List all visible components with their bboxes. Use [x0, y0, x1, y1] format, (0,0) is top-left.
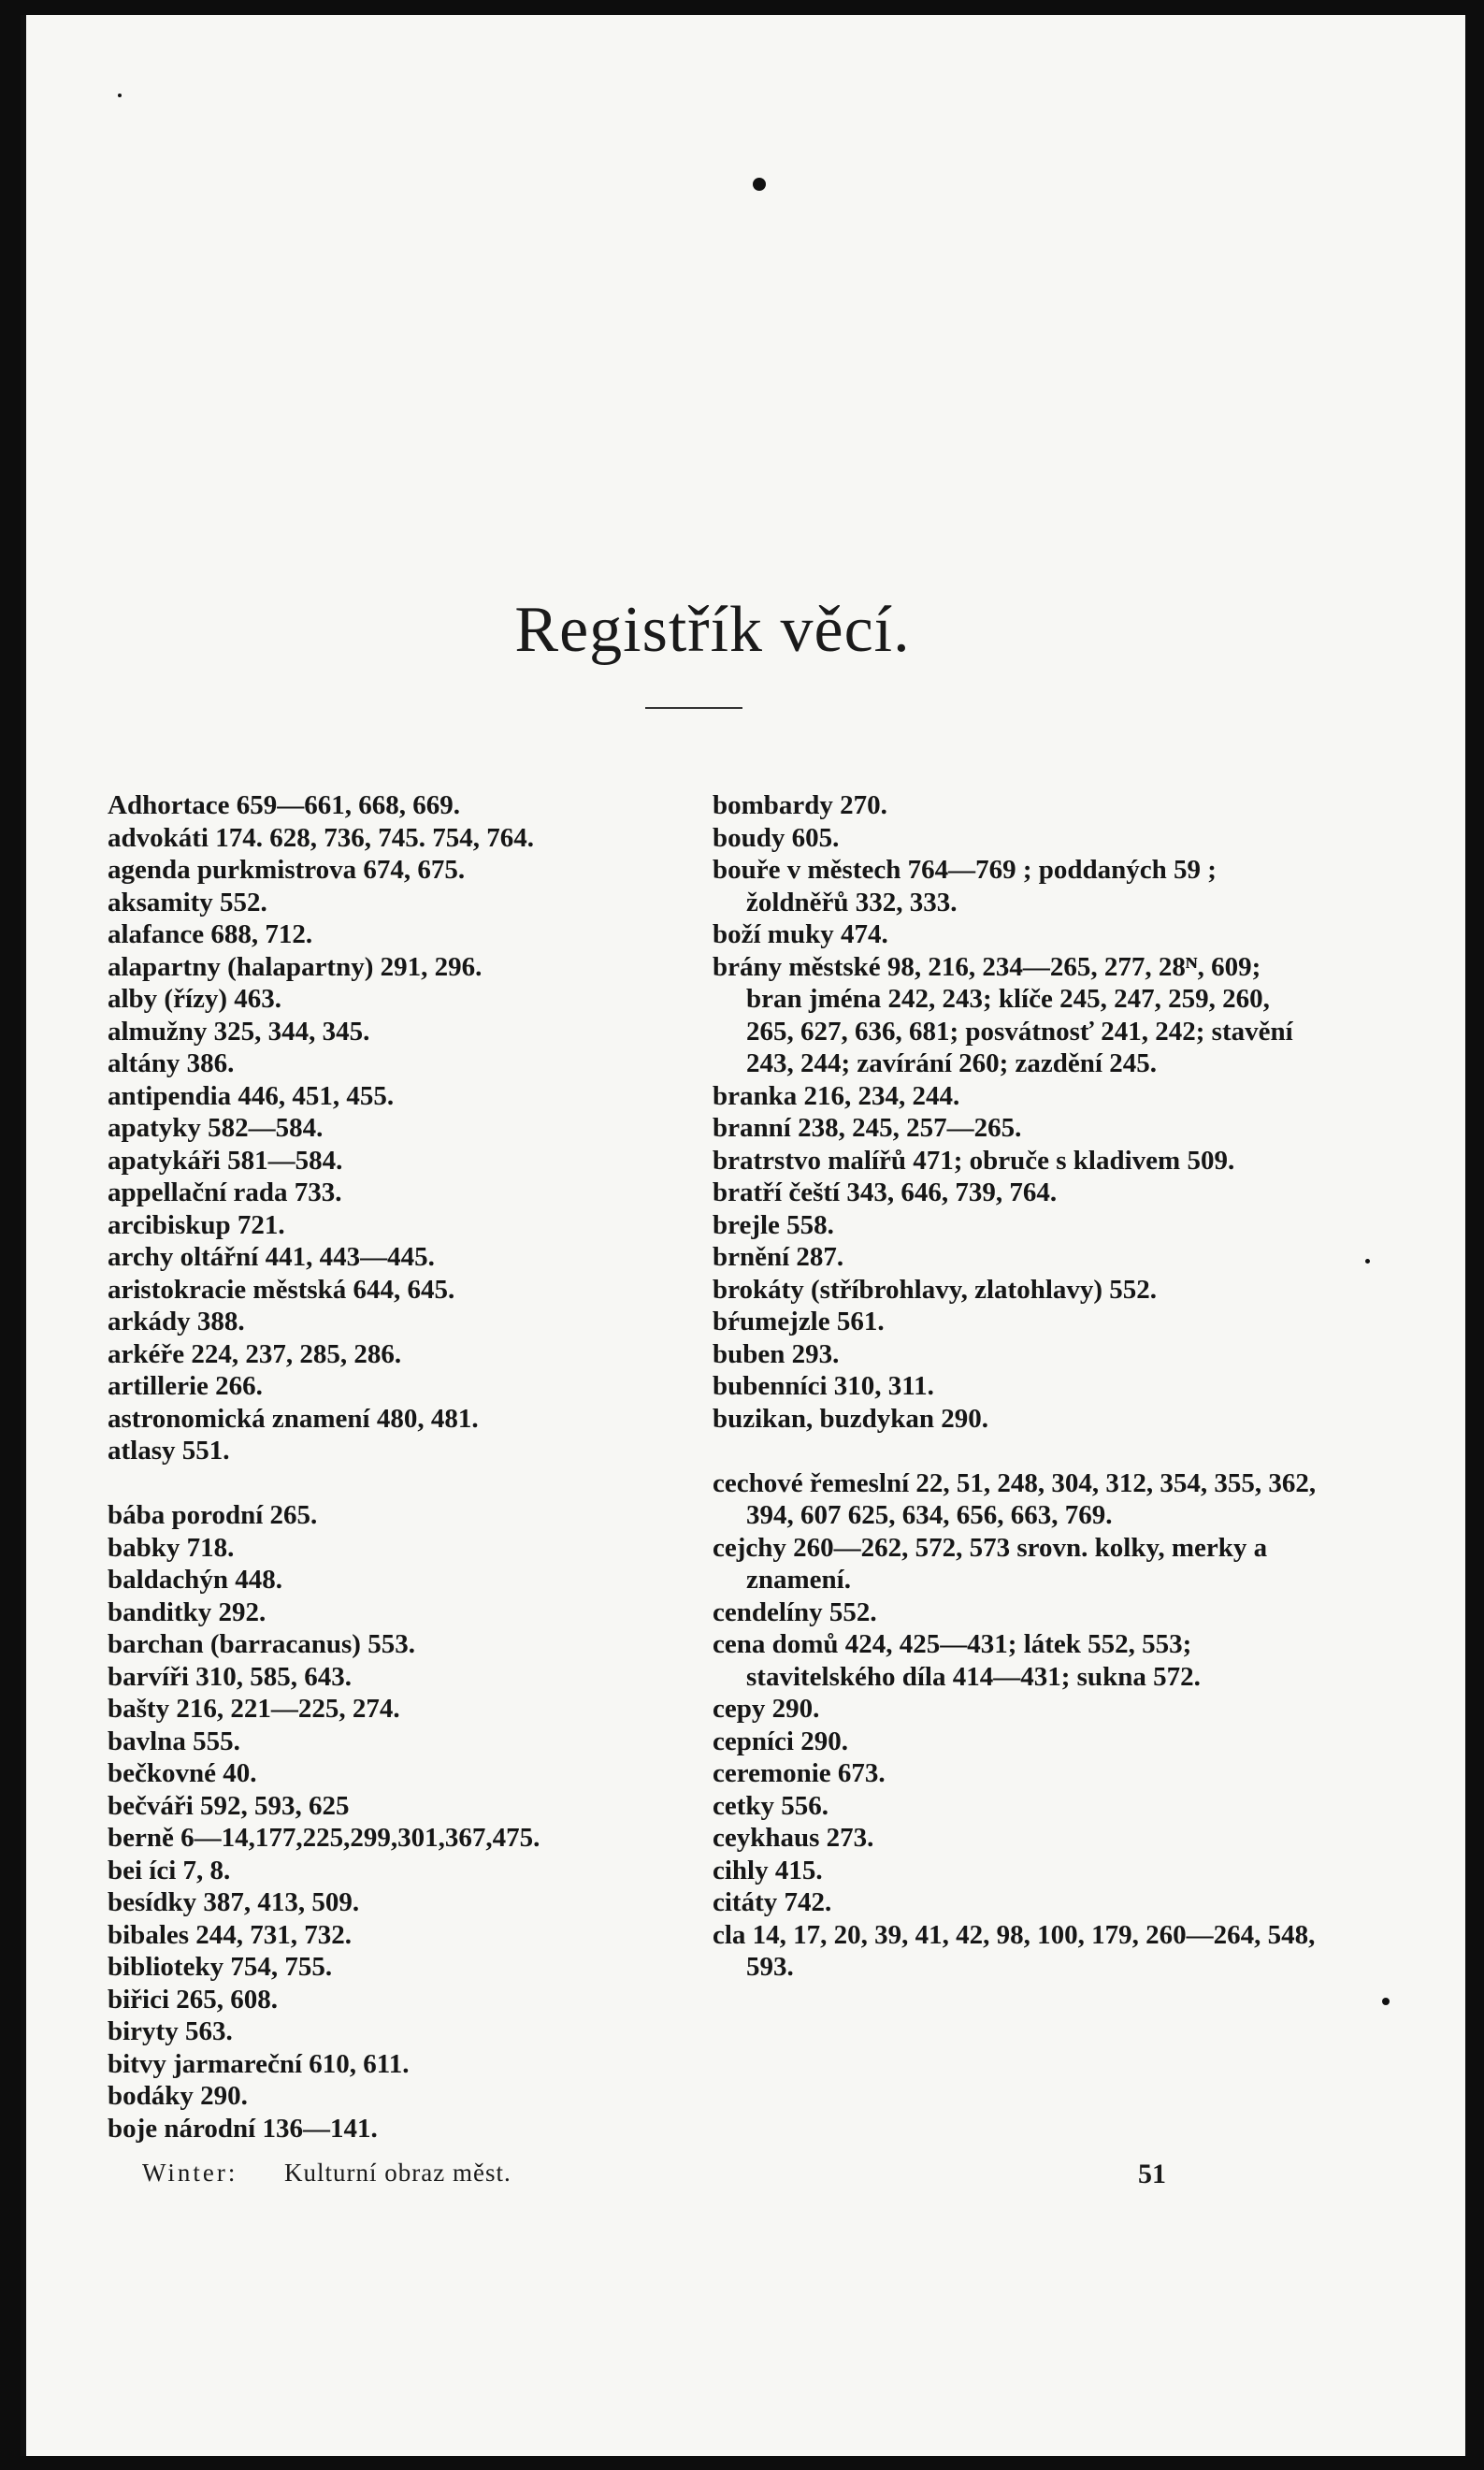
index-entry: buzikan, buzdykan 290.: [713, 1403, 988, 1434]
ink-speck: [1382, 1998, 1390, 2005]
index-entry: bibales 244, 731, 732.: [108, 1919, 353, 1950]
index-entry: bečkovné 40.: [108, 1758, 257, 1788]
index-entry: cendelíny 552.: [713, 1596, 877, 1627]
index-entry: apatykáři 581—584.: [108, 1145, 343, 1176]
index-entry: cena domů 424, 425—431; látek 552, 553; stavitelského díla 414—431; sukna 572.: [713, 1629, 1201, 1692]
index-entry: brnění 287.: [713, 1242, 844, 1272]
index-entry: artillerie 266.: [108, 1371, 263, 1401]
index-entry: banditky 292.: [108, 1596, 267, 1627]
index-entry: bouře v městech 764—769 ; poddaných 59 ; žoldněřů 332, 333.: [713, 855, 1217, 917]
index-entry: alapartny (halapartny) 291, 296.: [108, 951, 483, 982]
page-title: Registřík věcí.: [514, 594, 911, 666]
index-entry: barvíři 310, 585, 643.: [108, 1661, 352, 1692]
index-entry: cetky 556.: [713, 1790, 829, 1821]
index-entry: bratří čeští 343, 646, 739, 764.: [713, 1177, 1058, 1207]
index-entry: appellační rada 733.: [108, 1177, 342, 1207]
index-entry: astronomická znamení 480, 481.: [108, 1403, 479, 1434]
index-entry: bratrstvo malířů 471; obruče s kladivem 509.: [713, 1145, 1235, 1176]
index-column-right: [713, 789, 1320, 1984]
index-entry: buben 293.: [713, 1338, 840, 1369]
index-entry: boudy 605.: [713, 822, 840, 853]
index-entry: arkéře 224, 237, 285, 286.: [108, 1338, 402, 1369]
index-entry: altány 386.: [108, 1048, 235, 1078]
page-number: 51: [1138, 2159, 1166, 2189]
footer-book-title: Kulturní obraz měst.: [284, 2159, 511, 2187]
index-entry: advokáti 174. 628, 736, 745. 754, 764.: [108, 822, 534, 853]
index-entry: brokáty (stříbrohlavy, zlatohlavy) 552.: [713, 1274, 1158, 1305]
index-entry: ceykhaus 273.: [713, 1823, 874, 1853]
index-entry: cejchy 260—262, 572, 573 srovn. kolky, merky a znamení.: [713, 1532, 1268, 1595]
index-entry: biřici 265, 608.: [108, 1984, 279, 2015]
index-entry: bašty 216, 221—225, 274.: [108, 1694, 400, 1724]
index-entry: biblioteky 754, 755.: [108, 1952, 333, 1982]
index-entry: brejle 558.: [713, 1209, 834, 1240]
index-entry: barchan (barracanus) 553.: [108, 1629, 415, 1659]
index-entry: branka 216, 234, 244.: [713, 1080, 960, 1111]
page-edge-shadow: [21, 15, 26, 2456]
index-entry: bába porodní 265.: [108, 1500, 318, 1530]
index-entry: cechové řemeslní 22, 51, 248, 304, 312, 354, 355, 362, 394, 607 625, 634, 656, 663, 769.: [713, 1467, 1317, 1530]
index-entry: aristokracie městská 644, 645.: [108, 1274, 455, 1305]
index-entry: archy oltářní 441, 443—445.: [108, 1242, 435, 1272]
index-entry: besídky 387, 413, 509.: [108, 1887, 360, 1917]
index-entry: bodáky 290.: [108, 2081, 248, 2111]
index-entry: agenda purkmistrova 674, 675.: [108, 855, 466, 885]
index-entry: arkády 388.: [108, 1307, 245, 1336]
index-entry: antipendia 446, 451, 455.: [108, 1080, 395, 1111]
index-column-left: [108, 789, 706, 2145]
index-entry: bŕumejzle 561.: [713, 1307, 885, 1336]
index-entry: boží muky 474.: [713, 919, 888, 949]
index-entry: citáty 742.: [713, 1887, 832, 1917]
index-entry: branní 238, 245, 257—265.: [713, 1113, 1022, 1143]
footer-author: Winter:: [142, 2159, 238, 2187]
ink-speck: [753, 178, 766, 191]
index-entry: bubenníci 310, 311.: [713, 1371, 934, 1401]
index-entry: alafance 688, 712.: [108, 919, 313, 949]
index-entry: bei íci 7, 8.: [108, 1855, 231, 1885]
index-entry: cla 14, 17, 20, 39, 41, 42, 98, 100, 179, 260—264, 548, 593.: [713, 1919, 1316, 1982]
index-entry: apatyky 582—584.: [108, 1113, 324, 1143]
book-page: [21, 15, 1465, 2456]
ink-speck: [1365, 1259, 1370, 1264]
index-entry: Adhortace 659—661, 668, 669.: [108, 790, 460, 820]
index-entry: bavlna 555.: [108, 1726, 240, 1756]
index-entry: boje národní 136—141.: [108, 2113, 378, 2144]
index-entry: bečváři 592, 593, 625: [108, 1790, 350, 1821]
index-entry: bombardy 270.: [713, 790, 887, 820]
title-divider: [645, 707, 742, 709]
index-entry: cihly 415.: [713, 1855, 823, 1885]
index-entry: arcibiskup 721.: [108, 1209, 285, 1240]
section-gap: [108, 1467, 706, 1500]
section-gap: [713, 1435, 1320, 1467]
index-entry: babky 718.: [108, 1532, 235, 1563]
index-entry: bitvy jarmareční 610, 611.: [108, 2048, 410, 2079]
ink-speck: [118, 94, 122, 97]
index-entry: biryty 563.: [108, 2016, 233, 2046]
index-entry: brány městské 98, 216, 234—265, 277, 28ᴺ, 609; bran jména 242, 243; klíče 245, 247, 259, 260, 265, 627, 636, 681; posvátnosť 241, 242; stavění 243, 244; zavírání 260; zazdění 245.: [713, 951, 1293, 1078]
index-entry: cepy 290.: [713, 1694, 820, 1724]
index-entry: cepníci 290.: [713, 1726, 848, 1756]
index-entry: alby (řízy) 463.: [108, 984, 282, 1014]
index-entry: ceremonie 673.: [713, 1758, 886, 1788]
index-entry: berně 6—14,177,225,299,301,367,475.: [108, 1823, 540, 1853]
index-entry: aksamity 552.: [108, 887, 267, 917]
index-entry: baldachýn 448.: [108, 1565, 282, 1595]
index-entry: atlasy 551.: [108, 1436, 230, 1466]
index-entry: almužny 325, 344, 345.: [108, 1016, 370, 1047]
